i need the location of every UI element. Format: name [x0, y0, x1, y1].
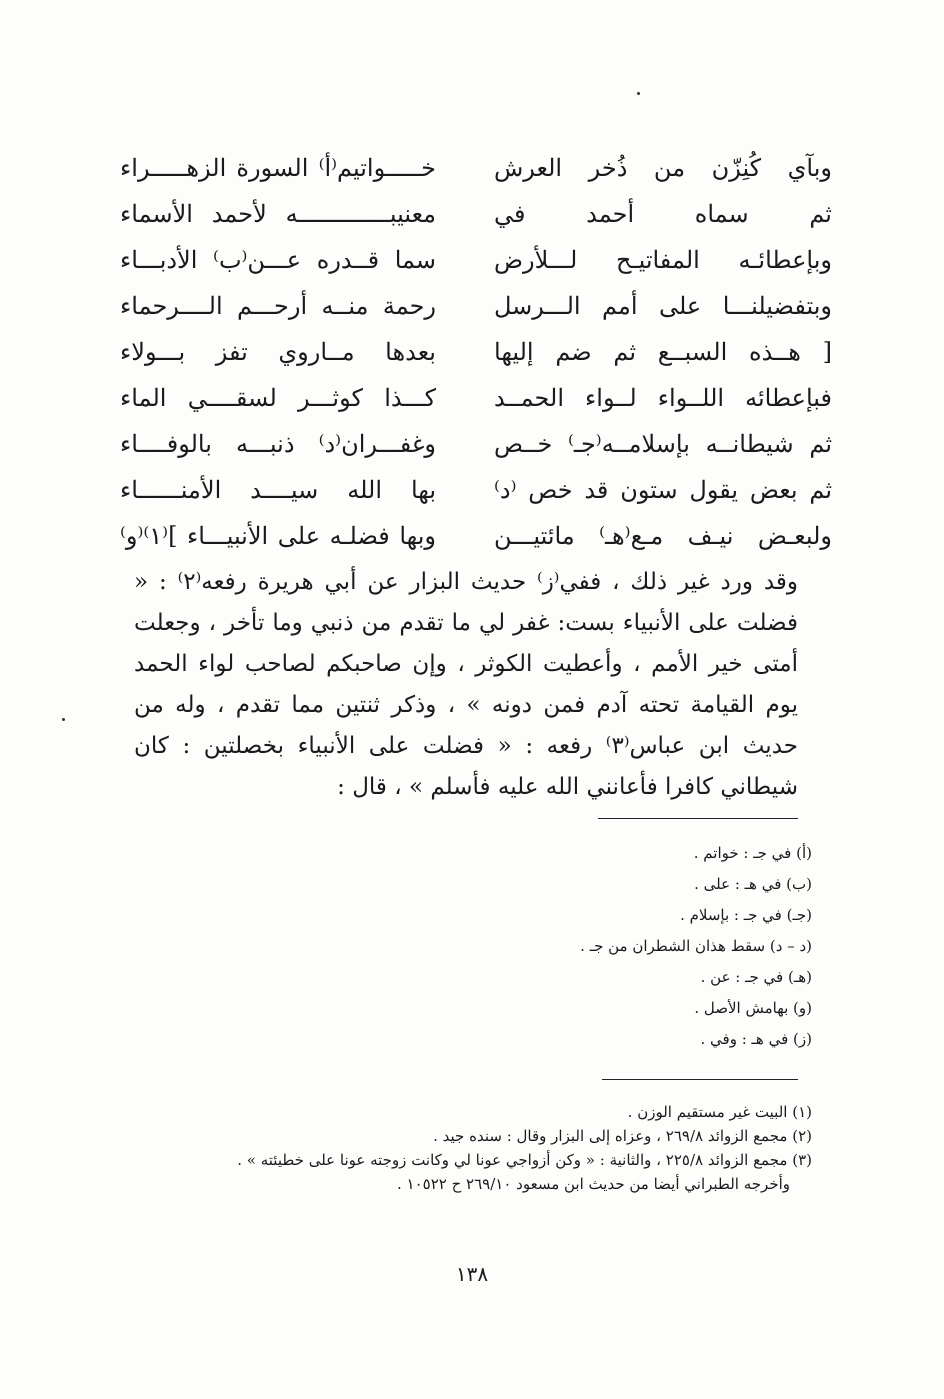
second-hemistich: رحمة منــه أرحـــم الــــرحماء [120, 292, 436, 320]
source-note: (٣) مجمع الزوائد ٢٢٥/٨ ، والثانية : « وكن أزواجي عونا لي وكانت زوجته عونا على خطيئته » . [237, 1151, 812, 1169]
verse-line [120, 286, 832, 332]
first-hemistich: فبإعطائه اللــواء لــواء الحمــد [494, 384, 832, 412]
verse-line [120, 378, 832, 424]
page-speck [637, 92, 640, 95]
second-hemistich: بها الله سيــــد الأمنــــــاء [120, 476, 436, 504]
verse-line [120, 516, 832, 562]
footnote-divider [598, 818, 798, 819]
first-hemistich: ثم سماه أحمد في [494, 200, 832, 228]
variant-note: (أ) في جـ : خواتم . [693, 844, 812, 862]
first-hemistich: ثم شيطانــه بإسلامــه⁽جـ⁾ خــص [494, 430, 832, 458]
poem-block [120, 148, 832, 562]
verse-line [120, 332, 832, 378]
second-hemistich: بعدها مــاروي تفز بـــولاء [120, 338, 436, 366]
source-note-continuation: وأخرجه الطبراني أيضا من حديث ابن مسعود ٢٦٩/١٠ ح ١٠٥٢٢ . [396, 1175, 790, 1193]
variant-note: (ز) في هـ : وفي . [700, 1030, 812, 1048]
variant-note: (ب) في هـ : على . [694, 875, 812, 893]
variant-note: (جـ) في جـ : بإسلام . [680, 906, 812, 924]
second-hemistich: سما قــدره عـــن⁽ب⁾ الأدبـــاء [120, 246, 436, 274]
second-hemistich: خـــــواتيم⁽أ⁾ السورة الزهـــــراء [120, 154, 436, 182]
variant-note: (و) بهامش الأصل . [694, 999, 812, 1017]
second-hemistich: وبها فضلـه على الأنبيـــاء ]⁽١⁾⁽و⁾ [120, 522, 436, 550]
page-speck [62, 718, 65, 721]
first-hemistich: وبآي كُنِزّن من ذُخر العرش [494, 154, 832, 182]
verse-line [120, 470, 832, 516]
source-note: (١) البيت غير مستقيم الوزن . [627, 1103, 812, 1121]
first-hemistich: وبإعطائـه المفاتيـح لـــلأرض [494, 246, 832, 274]
source-notes [162, 1100, 812, 1196]
verse-line [120, 424, 832, 470]
first-hemistich: وبتفضيلنـــا على أمم الـــرسل [494, 292, 832, 320]
variant-notes [292, 838, 812, 1055]
page-number: ١٣٨ [455, 1262, 489, 1286]
variant-note: (د – د) سقط هذان الشطران من جـ . [580, 937, 812, 955]
verse-line [120, 240, 832, 286]
verse-line [120, 194, 832, 240]
second-hemistich: وغفـــران⁽د⁾ ذنبـــه بالوفــــاء [120, 430, 436, 458]
first-hemistich: ولبعـض نيـف مـع⁽هـ⁾ مائتيـــن [494, 522, 832, 550]
source-note: (٢) مجمع الزوائد ٢٦٩/٨ ، وعزاه إلى البزار وقال : سنده جيد . [433, 1127, 812, 1145]
first-hemistich: [ هــذه السبــع ثم ضم إليها [494, 338, 832, 366]
footnote-divider [602, 1079, 798, 1080]
prose-paragraph: وقد ورد غير ذلك ، ففي⁽ز⁾ حديث البزار عن أبي هريرة رفعه⁽٢⁾ : « فضلت على الأنبياء بست: غفر لي ما تقدم من ذنبي وما تأخر ، وجعلت أمتى خير الأمم ، وأعطيت الكوثر ، وإن صاحبكم لصاحب لواء الحمد يوم القيامة تحته آدم فمن دونه » ، وذكر ثنتين مما تقدم ، وله من حديث ابن عباس⁽٣⁾ رفعه : « فضلت على الأنبياء بخصلتين : كان شيطاني كافرا فأعانني الله عليه فأسلم » ، قال : [134, 569, 799, 800]
second-hemistich: معنيبـــــــــــــه لأحمد الأسماء [120, 200, 436, 228]
second-hemistich: كـــذا كوثـــر لسقــــي الماء [120, 384, 436, 412]
variant-note: (هـ) في جـ : عن . [700, 968, 812, 986]
first-hemistich: ثم بعض يقول ستون قد خص ⁽د⁾ [494, 476, 832, 504]
verse-line [120, 148, 832, 194]
